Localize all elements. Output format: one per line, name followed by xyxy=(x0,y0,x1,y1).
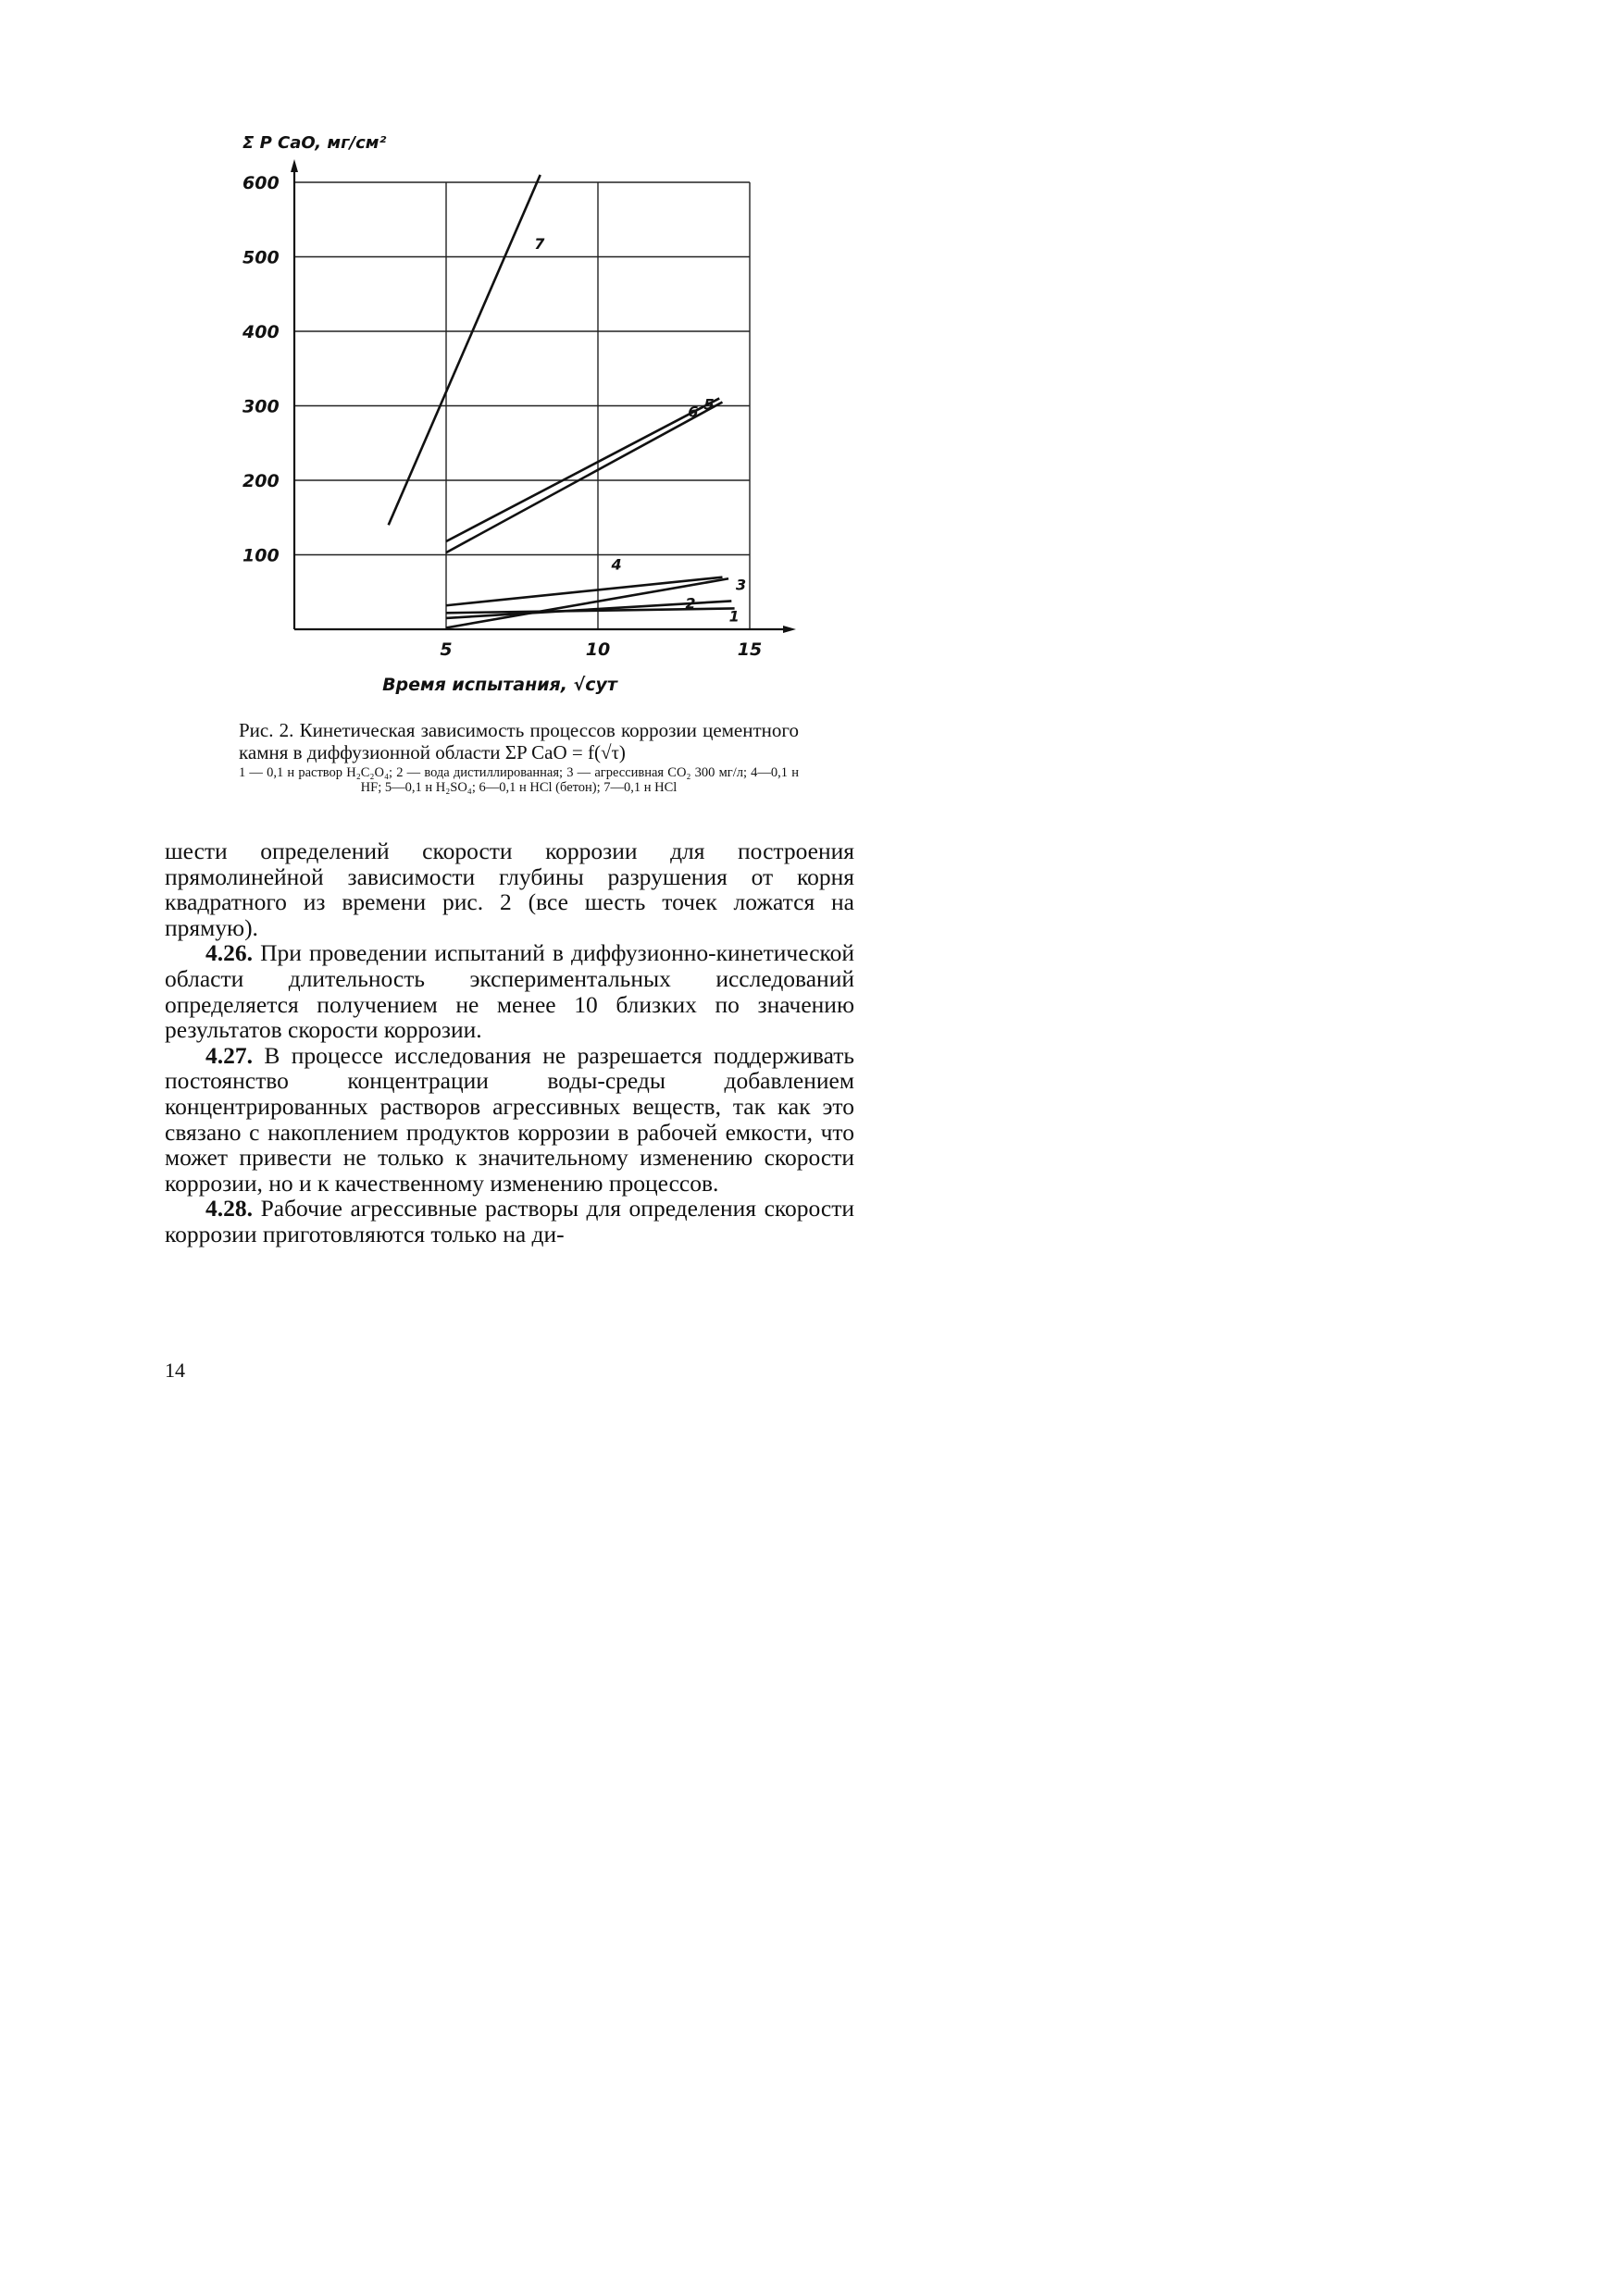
curve-label-1: 1 xyxy=(728,607,740,626)
paragraph-3-number: 4.28. xyxy=(205,1195,253,1222)
y-tick-label-200: 200 xyxy=(243,471,280,491)
y-tick-label-500: 500 xyxy=(243,247,280,268)
series-line-7 xyxy=(389,175,541,525)
paragraph-4-27 xyxy=(165,1043,854,1197)
series-line-5 xyxy=(446,402,722,552)
x-tick-label-10: 10 xyxy=(585,639,611,660)
paragraph-continuation xyxy=(165,838,854,940)
y-tick-label-600: 600 xyxy=(243,173,280,193)
figure-caption xyxy=(239,719,799,795)
curve-label-4: 4 xyxy=(611,555,622,574)
paragraph-1-text: При проведении испытаний в диффузионно-кинетической области длительность экспериментальных исследований определяется получением не менее 10 близких по значению результатов скорости коррозии. xyxy=(165,939,855,1044)
caption-main: Рис. 2. Кинетическая зависимость процессов коррозии цементного камня в диффузионной области ΣP CaO = f(√τ) xyxy=(239,719,799,764)
caption-legend: 1 — 0,1 н раствор H₂C₂O₄; 2 — вода дистиллированная; 3 — агрессивная CO₂ 300 мг/л; 4—0,1 н HF; 5—0,1 н H₂SO₄; 6—0,1 н HCl (бетон); 7—0,1 н HCl xyxy=(239,765,799,795)
curve-label-6: 6 xyxy=(688,403,699,421)
body-text xyxy=(165,838,854,1247)
curve-label-2: 2 xyxy=(685,594,696,613)
paragraph-3-text: Рабочие агрессивные растворы для определения скорости коррозии приготовляются только на ди- xyxy=(165,1195,855,1247)
series-line-6 xyxy=(446,398,719,541)
y-tick-label-300: 300 xyxy=(243,396,280,417)
paragraph-2-text: В процессе исследования не разрешается поддерживать постоянство концентрации воды-среды добавлением концентрированных растворов агрессивных веществ, так как это связано с накоплением продуктов коррозии в рабочей емкости, что может привести не только к значительному изменению скорости коррозии, но и к качественному изменению процессов. xyxy=(165,1041,855,1197)
y-axis-title: Σ P CaO, мг/см² xyxy=(243,133,387,153)
curve-label-3: 3 xyxy=(736,576,747,594)
paragraph-4-26 xyxy=(165,940,854,1042)
y-tick-label-400: 400 xyxy=(243,322,280,342)
x-axis-arrow xyxy=(783,626,796,633)
page-number: 14 xyxy=(165,1359,185,1382)
x-tick-label-15: 15 xyxy=(737,639,763,660)
x-tick-label-5: 5 xyxy=(440,639,453,660)
y-tick-label-100: 100 xyxy=(243,545,280,566)
x-axis-title: Время испытания, √сут xyxy=(382,675,617,695)
paragraph-4-28 xyxy=(165,1196,854,1247)
chart-axes xyxy=(291,159,796,633)
series-line-4 xyxy=(446,577,722,606)
paragraph-2-number: 4.27. xyxy=(205,1041,253,1069)
paragraph-0-text: шести определений скорости коррозии для построения прямолинейной зависимости глубины разрушения от корня квадратного из времени рис. 2 (все шесть точек ложатся на прямую). xyxy=(165,838,854,941)
paragraph-1-number: 4.26. xyxy=(205,939,253,967)
chart-series xyxy=(389,175,735,627)
corrosion-kinetics-chart xyxy=(0,0,1020,713)
y-axis-arrow xyxy=(291,159,298,172)
curve-label-7: 7 xyxy=(534,235,545,254)
curve-label-5: 5 xyxy=(703,395,715,414)
chart-curve-labels xyxy=(534,235,746,625)
chart-grid xyxy=(294,182,750,629)
